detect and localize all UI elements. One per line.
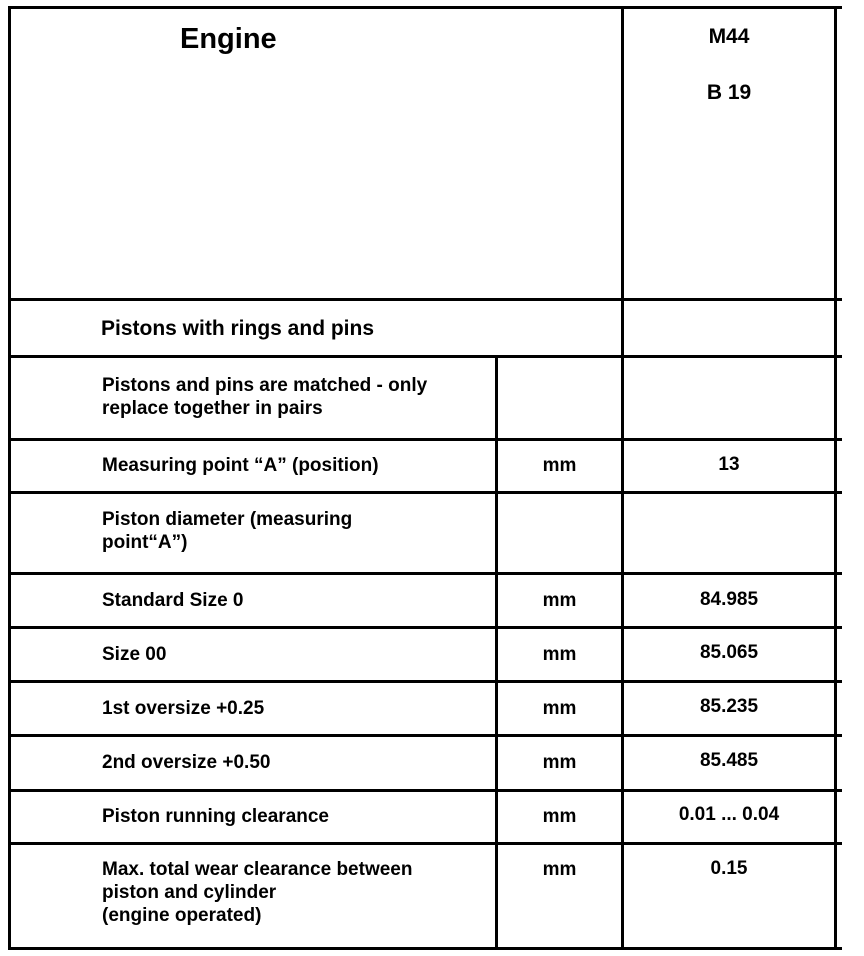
row-label: Standard Size 0 <box>102 590 244 611</box>
row-unit: mm <box>542 752 577 773</box>
row-unit: mm <box>542 455 577 476</box>
row-label: 2nd oversize +0.50 <box>102 752 271 773</box>
row-unit: mm <box>542 698 577 719</box>
row-line <box>8 438 842 441</box>
section-title: Pistons with rings and pins <box>101 317 375 340</box>
row-unit: mm <box>542 590 577 611</box>
model-code: M44 <box>708 25 750 48</box>
row-label: Size 00 <box>102 644 167 665</box>
border-left <box>8 6 11 950</box>
row-value: 13 <box>718 454 740 475</box>
row-label: Piston running clearance <box>102 806 329 827</box>
row-value: 85.235 <box>699 696 759 717</box>
border-bottom <box>8 947 842 950</box>
row-label: Pistons and pins are matched - only replace together in pairs <box>102 375 428 419</box>
row-value: 85.065 <box>699 642 759 663</box>
row-line <box>8 680 842 683</box>
row-label: 1st oversize +0.25 <box>102 698 265 719</box>
row-label: Piston diameter (measuring point“A”) <box>102 509 353 553</box>
row-line <box>8 572 842 575</box>
border-top <box>8 6 842 9</box>
row-unit: mm <box>542 806 577 827</box>
row-unit: mm <box>542 859 577 880</box>
row-value: 85.485 <box>699 750 759 771</box>
border-right <box>834 6 837 950</box>
row-label: Max. total wear clearance between piston and cylinder (engine operated) <box>102 859 413 926</box>
row-value: 0.15 <box>710 858 748 879</box>
row-value: 0.01 ... 0.04 <box>678 804 780 825</box>
row-value: 84.985 <box>699 589 759 610</box>
row-line <box>8 626 842 629</box>
row-line <box>8 298 842 301</box>
row-label: Measuring point “A” (position) <box>102 455 379 476</box>
model-variant: B 19 <box>706 81 752 104</box>
row-line <box>8 789 842 792</box>
row-line <box>8 355 842 358</box>
row-line <box>8 734 842 737</box>
row-unit: mm <box>542 644 577 665</box>
engine-title: Engine <box>180 23 277 55</box>
row-line <box>8 842 842 845</box>
row-line <box>8 491 842 494</box>
